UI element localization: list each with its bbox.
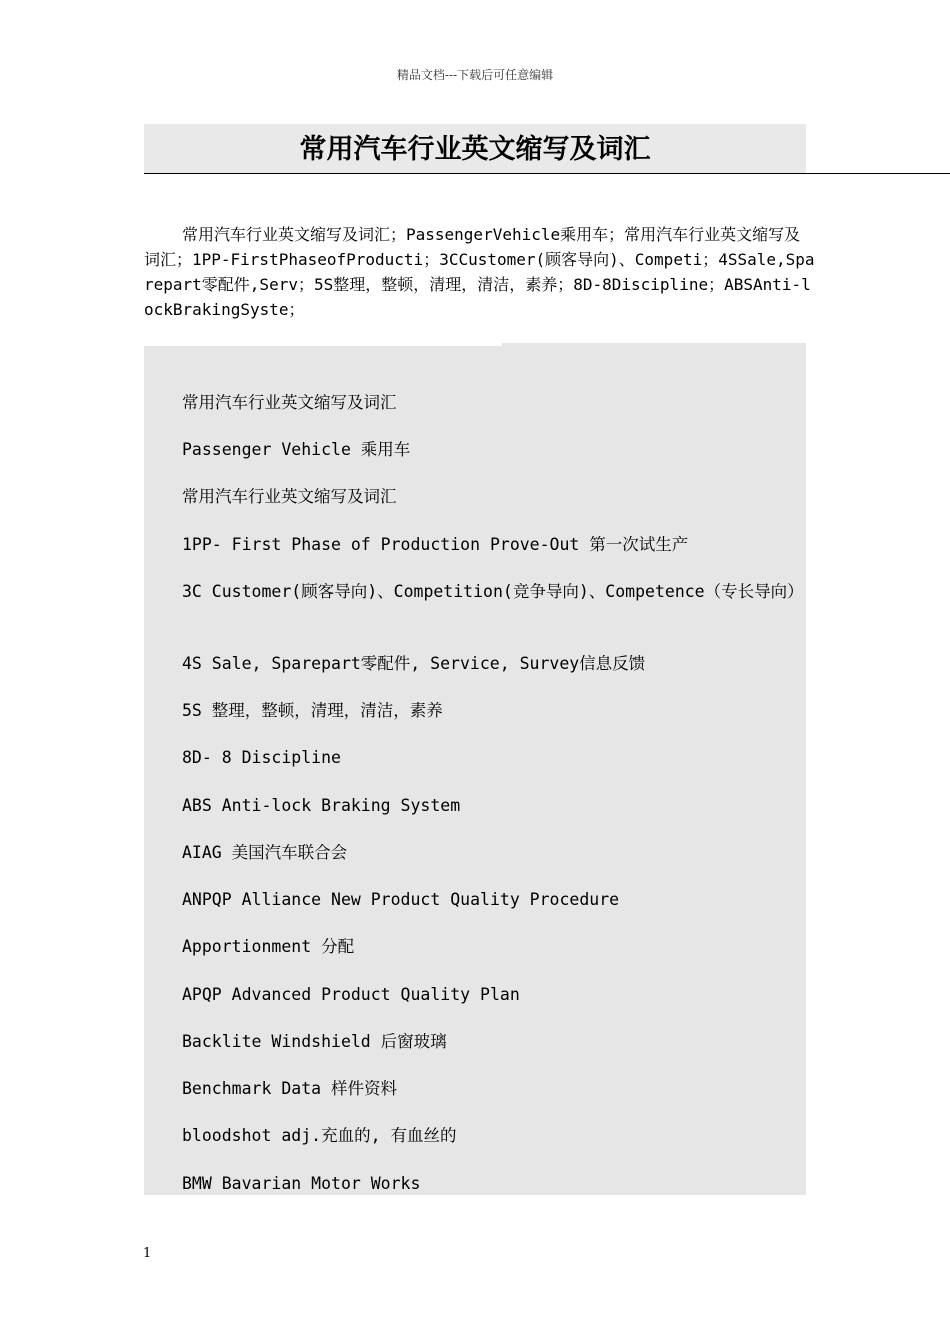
list-item: ANPQP Alliance New Product Quality Procedure [182,890,620,909]
list-item: 5S 整理，整顿，清理，清洁，素养 [182,701,443,720]
page-number: 1 [143,1246,152,1261]
list-item: Passenger Vehicle 乘用车 [182,440,411,459]
list-item: Benchmark Data 样件资料 [182,1079,398,1098]
list-item: bloodshot adj.充血的, 有血丝的 [182,1126,457,1145]
list-item: ABS Anti-lock Braking System [182,796,461,815]
list-item: 8D- 8 Discipline [182,748,341,767]
page-title: 常用汽车行业英文缩写及词汇 [299,134,651,165]
summary-paragraph: 常用汽车行业英文缩写及词汇；PassengerVehicle乘用车；常用汽车行业英文缩写及词汇；1PP-FirstPhaseofProducti；3CCustomer(顾客导向)、Competi；4SSale,Sparepart零配件,Serv；5S整理，整顿，清理，清洁，素养；8D-8Discipline；ABSAnti-lockBrakingSyste； [144,225,815,319]
list-item: Apportionment 分配 [182,937,355,956]
list-item: 常用汽车行业英文缩写及词汇 [182,487,397,506]
page-header: 精品文档---下载后可任意编辑 [396,68,554,82]
content-panel-notch [144,343,502,346]
list-item: APQP Advanced Product Quality Plan [182,985,520,1004]
list-item: BMW Bavarian Motor Works [182,1174,421,1193]
list-item: 常用汽车行业英文缩写及词汇 [182,393,397,412]
list-item: 1PP- First Phase of Production Prove-Out 第一次试生产 [182,535,689,554]
list-item: 4S Sale, Sparepart零配件, Service, Survey信息反馈 [182,654,646,673]
list-item: AIAG 美国汽车联合会 [182,843,348,862]
list-item: Backlite Windshield 后窗玻璃 [182,1032,447,1051]
title-underline [144,173,950,174]
list-item: 3C Customer(顾客导向)、Competition(竞争导向)、Competence（专长导向） [182,582,804,601]
